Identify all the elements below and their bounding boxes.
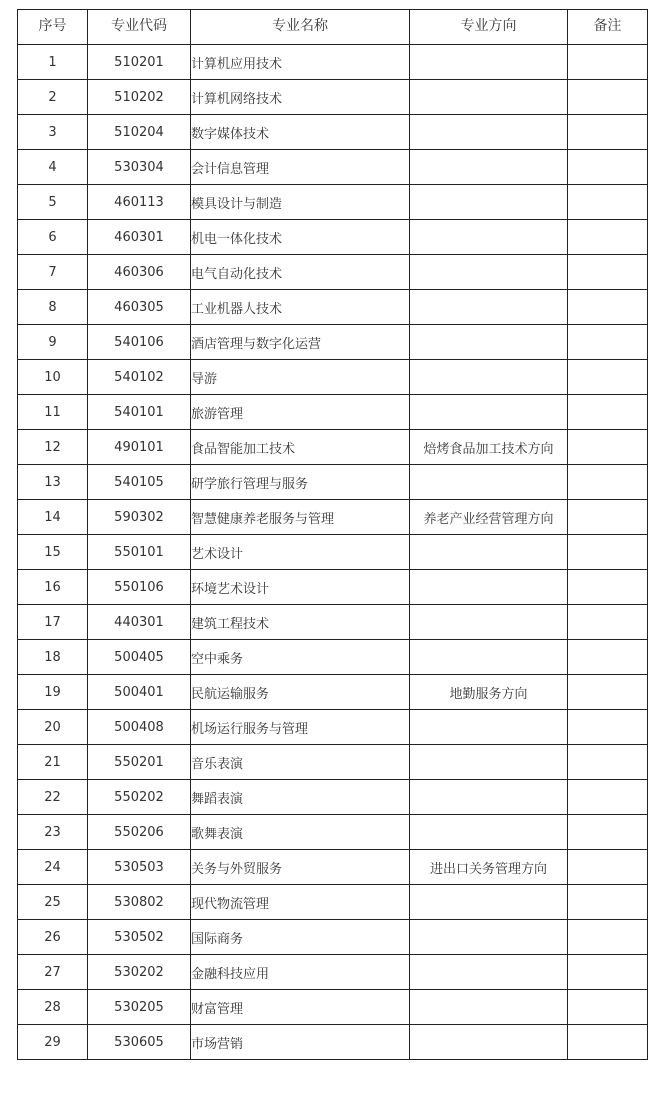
cell-remarks — [568, 640, 648, 675]
table-row — [18, 185, 648, 220]
cell-serial-number: 16 — [18, 570, 88, 605]
cell-remarks — [568, 500, 648, 535]
cell-serial-number: 1 — [18, 45, 88, 80]
table-row — [18, 955, 648, 990]
header-major-direction: 专业方向 — [410, 10, 568, 45]
table-row — [18, 675, 648, 710]
cell-major-code: 540102 — [88, 360, 191, 395]
cell-major-direction — [410, 780, 568, 815]
table-header-row — [18, 10, 648, 45]
cell-remarks — [568, 465, 648, 500]
cell-serial-number: 25 — [18, 885, 88, 920]
cell-serial-number: 22 — [18, 780, 88, 815]
cell-major-code: 530502 — [88, 920, 191, 955]
cell-remarks — [568, 255, 648, 290]
cell-serial-number: 15 — [18, 535, 88, 570]
cell-major-name: 舞蹈表演 — [191, 780, 410, 815]
table-row — [18, 745, 648, 780]
table-row — [18, 710, 648, 745]
cell-major-name: 计算机网络技术 — [191, 80, 410, 115]
table-row — [18, 290, 648, 325]
cell-remarks — [568, 360, 648, 395]
cell-major-name: 智慧健康养老服务与管理 — [191, 500, 410, 535]
cell-major-code: 460113 — [88, 185, 191, 220]
cell-major-direction — [410, 395, 568, 430]
cell-major-name: 市场营销 — [191, 1025, 410, 1060]
cell-major-direction — [410, 920, 568, 955]
table-row — [18, 605, 648, 640]
cell-major-direction — [410, 150, 568, 185]
cell-major-code: 550202 — [88, 780, 191, 815]
cell-major-name: 食品智能加工技术 — [191, 430, 410, 465]
cell-serial-number: 20 — [18, 710, 88, 745]
cell-major-direction — [410, 570, 568, 605]
cell-major-direction: 地勤服务方向 — [410, 675, 568, 710]
majors-table — [17, 9, 648, 1060]
cell-major-name: 财富管理 — [191, 990, 410, 1025]
cell-major-code: 540106 — [88, 325, 191, 360]
table-row — [18, 45, 648, 80]
table-row — [18, 465, 648, 500]
cell-serial-number: 9 — [18, 325, 88, 360]
cell-serial-number: 24 — [18, 850, 88, 885]
cell-remarks — [568, 185, 648, 220]
cell-remarks — [568, 1025, 648, 1060]
cell-major-code: 530202 — [88, 955, 191, 990]
cell-major-name: 现代物流管理 — [191, 885, 410, 920]
cell-serial-number: 23 — [18, 815, 88, 850]
cell-major-direction — [410, 465, 568, 500]
cell-major-code: 460306 — [88, 255, 191, 290]
cell-major-code: 550201 — [88, 745, 191, 780]
cell-major-code: 540105 — [88, 465, 191, 500]
cell-remarks — [568, 990, 648, 1025]
table-body — [18, 45, 648, 1060]
cell-major-direction — [410, 815, 568, 850]
cell-major-direction — [410, 255, 568, 290]
cell-major-code: 500401 — [88, 675, 191, 710]
cell-major-name: 歌舞表演 — [191, 815, 410, 850]
cell-major-name: 模具设计与制造 — [191, 185, 410, 220]
cell-major-code: 530205 — [88, 990, 191, 1025]
cell-serial-number: 13 — [18, 465, 88, 500]
cell-remarks — [568, 45, 648, 80]
cell-major-code: 460301 — [88, 220, 191, 255]
cell-major-code: 490101 — [88, 430, 191, 465]
cell-major-direction: 养老产业经营管理方向 — [410, 500, 568, 535]
cell-major-direction — [410, 955, 568, 990]
cell-remarks — [568, 885, 648, 920]
table-row — [18, 430, 648, 465]
cell-major-direction — [410, 115, 568, 150]
table-row — [18, 325, 648, 360]
cell-major-direction: 焙烤食品加工技术方向 — [410, 430, 568, 465]
cell-remarks — [568, 605, 648, 640]
cell-remarks — [568, 430, 648, 465]
cell-serial-number: 14 — [18, 500, 88, 535]
cell-major-name: 民航运输服务 — [191, 675, 410, 710]
cell-major-code: 530304 — [88, 150, 191, 185]
cell-major-name: 空中乘务 — [191, 640, 410, 675]
cell-major-code: 530802 — [88, 885, 191, 920]
cell-major-code: 540101 — [88, 395, 191, 430]
cell-remarks — [568, 675, 648, 710]
cell-major-name: 金融科技应用 — [191, 955, 410, 990]
cell-serial-number: 11 — [18, 395, 88, 430]
table-row — [18, 500, 648, 535]
cell-major-direction — [410, 710, 568, 745]
cell-remarks — [568, 850, 648, 885]
table-row — [18, 815, 648, 850]
cell-major-code: 510202 — [88, 80, 191, 115]
cell-major-direction — [410, 640, 568, 675]
cell-serial-number: 8 — [18, 290, 88, 325]
table-row — [18, 780, 648, 815]
cell-serial-number: 28 — [18, 990, 88, 1025]
cell-remarks — [568, 325, 648, 360]
cell-serial-number: 18 — [18, 640, 88, 675]
cell-remarks — [568, 955, 648, 990]
cell-remarks — [568, 920, 648, 955]
cell-major-code: 530605 — [88, 1025, 191, 1060]
table-row — [18, 220, 648, 255]
cell-major-name: 环境艺术设计 — [191, 570, 410, 605]
cell-major-name: 会计信息管理 — [191, 150, 410, 185]
cell-major-direction: 进出口关务管理方向 — [410, 850, 568, 885]
cell-serial-number: 29 — [18, 1025, 88, 1060]
cell-serial-number: 7 — [18, 255, 88, 290]
table-row — [18, 150, 648, 185]
cell-major-direction — [410, 885, 568, 920]
cell-major-name: 旅游管理 — [191, 395, 410, 430]
cell-serial-number: 3 — [18, 115, 88, 150]
cell-major-name: 艺术设计 — [191, 535, 410, 570]
cell-major-name: 建筑工程技术 — [191, 605, 410, 640]
table-row — [18, 115, 648, 150]
cell-major-code: 550206 — [88, 815, 191, 850]
header-major-code: 专业代码 — [88, 10, 191, 45]
cell-major-name: 电气自动化技术 — [191, 255, 410, 290]
cell-major-direction — [410, 80, 568, 115]
cell-major-direction — [410, 185, 568, 220]
cell-major-code: 510201 — [88, 45, 191, 80]
cell-major-name: 工业机器人技术 — [191, 290, 410, 325]
cell-major-name: 音乐表演 — [191, 745, 410, 780]
cell-serial-number: 26 — [18, 920, 88, 955]
cell-serial-number: 21 — [18, 745, 88, 780]
cell-major-name: 酒店管理与数字化运营 — [191, 325, 410, 360]
cell-major-direction — [410, 325, 568, 360]
cell-major-code: 500405 — [88, 640, 191, 675]
table-row — [18, 850, 648, 885]
cell-major-direction — [410, 45, 568, 80]
cell-remarks — [568, 395, 648, 430]
table-row — [18, 885, 648, 920]
cell-remarks — [568, 220, 648, 255]
cell-major-direction — [410, 220, 568, 255]
cell-remarks — [568, 80, 648, 115]
cell-serial-number: 2 — [18, 80, 88, 115]
cell-major-name: 导游 — [191, 360, 410, 395]
cell-serial-number: 12 — [18, 430, 88, 465]
cell-major-direction — [410, 605, 568, 640]
header-remarks: 备注 — [568, 10, 648, 45]
table-row — [18, 1025, 648, 1060]
cell-serial-number: 27 — [18, 955, 88, 990]
table-row — [18, 920, 648, 955]
header-major-name: 专业名称 — [191, 10, 410, 45]
cell-serial-number: 5 — [18, 185, 88, 220]
cell-remarks — [568, 150, 648, 185]
cell-major-code: 460305 — [88, 290, 191, 325]
cell-major-name: 国际商务 — [191, 920, 410, 955]
cell-remarks — [568, 570, 648, 605]
table-row — [18, 395, 648, 430]
cell-major-direction — [410, 290, 568, 325]
cell-major-direction — [410, 1025, 568, 1060]
cell-major-name: 计算机应用技术 — [191, 45, 410, 80]
cell-serial-number: 6 — [18, 220, 88, 255]
cell-major-code: 550106 — [88, 570, 191, 605]
cell-major-name: 机场运行服务与管理 — [191, 710, 410, 745]
cell-remarks — [568, 535, 648, 570]
cell-major-direction — [410, 990, 568, 1025]
cell-major-direction — [410, 535, 568, 570]
cell-major-direction — [410, 360, 568, 395]
table-row — [18, 535, 648, 570]
cell-serial-number: 19 — [18, 675, 88, 710]
cell-remarks — [568, 745, 648, 780]
cell-major-code: 590302 — [88, 500, 191, 535]
cell-major-name: 机电一体化技术 — [191, 220, 410, 255]
cell-serial-number: 4 — [18, 150, 88, 185]
table-row — [18, 255, 648, 290]
table-row — [18, 360, 648, 395]
cell-serial-number: 17 — [18, 605, 88, 640]
cell-serial-number: 10 — [18, 360, 88, 395]
cell-major-direction — [410, 745, 568, 780]
cell-remarks — [568, 290, 648, 325]
table-row — [18, 80, 648, 115]
header-serial-number: 序号 — [18, 10, 88, 45]
cell-remarks — [568, 780, 648, 815]
cell-major-code: 510204 — [88, 115, 191, 150]
cell-remarks — [568, 115, 648, 150]
cell-remarks — [568, 710, 648, 745]
cell-major-name: 数字媒体技术 — [191, 115, 410, 150]
cell-major-code: 530503 — [88, 850, 191, 885]
table-row — [18, 990, 648, 1025]
cell-remarks — [568, 815, 648, 850]
cell-major-code: 550101 — [88, 535, 191, 570]
table-row — [18, 640, 648, 675]
cell-major-code: 440301 — [88, 605, 191, 640]
cell-major-name: 关务与外贸服务 — [191, 850, 410, 885]
cell-major-name: 研学旅行管理与服务 — [191, 465, 410, 500]
cell-major-code: 500408 — [88, 710, 191, 745]
table-row — [18, 570, 648, 605]
